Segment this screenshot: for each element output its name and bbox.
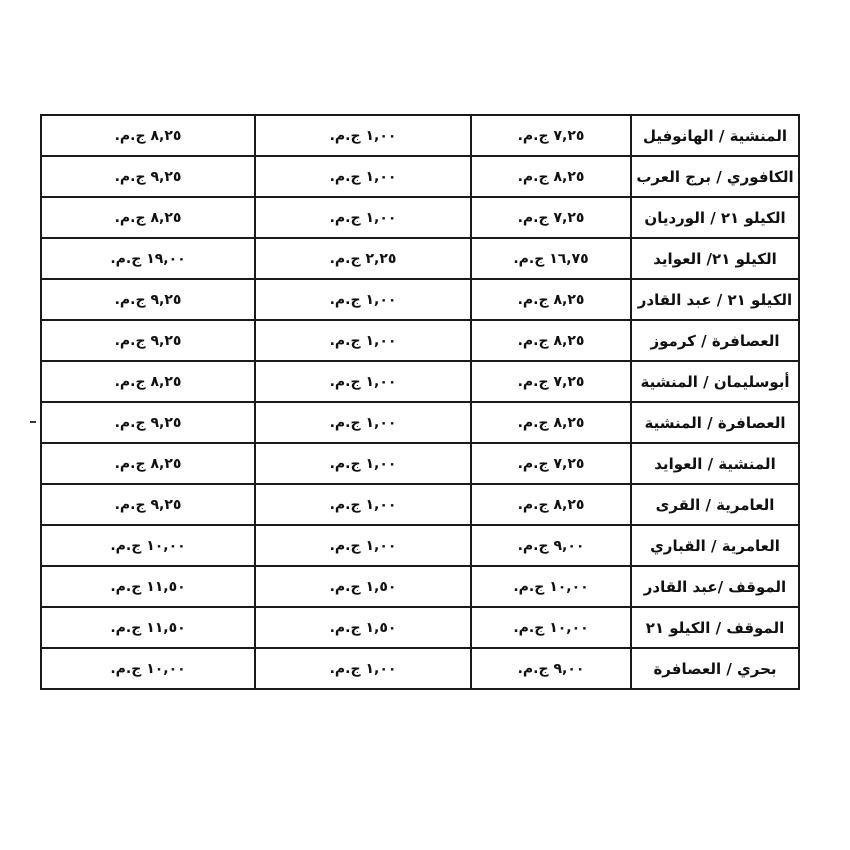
route-cell: أبوسليمان / المنشية (631, 361, 799, 402)
table-row (41, 197, 799, 238)
base-fare-cell: ٨,٢٥ ج.م. (471, 402, 631, 443)
total-fare-cell: ٨,٢٥ ج.م. (41, 197, 255, 238)
route-cell: بحري / العصافرة (631, 648, 799, 689)
fee-cell: ١,٠٠ ج.م. (255, 525, 471, 566)
table-row (41, 443, 799, 484)
base-fare-cell: ٧,٢٥ ج.م. (471, 197, 631, 238)
table-row (41, 361, 799, 402)
route-cell: الكيلو ٢١ / الورديان (631, 197, 799, 238)
table-row (41, 648, 799, 689)
total-fare-cell: ٨,٢٥ ج.م. (41, 115, 255, 156)
total-fare-cell: ٨,٢٥ ج.م. (41, 361, 255, 402)
scan-mark (30, 421, 36, 423)
route-cell: المنشية / العوايد (631, 443, 799, 484)
route-cell: الموقف / الكيلو ٢١ (631, 607, 799, 648)
table-row (41, 402, 799, 443)
fee-cell: ١,٠٠ ج.م. (255, 320, 471, 361)
route-cell: الموقف /عبد القادر (631, 566, 799, 607)
fee-cell: ١,٠٠ ج.م. (255, 115, 471, 156)
fee-cell: ١,٠٠ ج.م. (255, 484, 471, 525)
table-row (41, 115, 799, 156)
fee-cell: ١,٠٠ ج.م. (255, 279, 471, 320)
route-cell: العصافرة / المنشية (631, 402, 799, 443)
fee-cell: ١,٠٠ ج.م. (255, 156, 471, 197)
fare-table-body (41, 115, 799, 689)
total-fare-cell: ١٩,٠٠ ج.م. (41, 238, 255, 279)
base-fare-cell: ٨,٢٥ ج.م. (471, 320, 631, 361)
fee-cell: ١,٥٠ ج.م. (255, 607, 471, 648)
table-row (41, 156, 799, 197)
total-fare-cell: ٩,٢٥ ج.م. (41, 402, 255, 443)
fee-cell: ١,٠٠ ج.م. (255, 197, 471, 238)
base-fare-cell: ٧,٢٥ ج.م. (471, 443, 631, 484)
total-fare-cell: ١٠,٠٠ ج.م. (41, 525, 255, 566)
total-fare-cell: ٩,٢٥ ج.م. (41, 156, 255, 197)
table-row (41, 279, 799, 320)
total-fare-cell: ٨,٢٥ ج.م. (41, 443, 255, 484)
fee-cell: ٢,٢٥ ج.م. (255, 238, 471, 279)
table-row (41, 525, 799, 566)
base-fare-cell: ٩,٠٠ ج.م. (471, 525, 631, 566)
fare-table (40, 114, 800, 690)
table-row (41, 238, 799, 279)
total-fare-cell: ٩,٢٥ ج.م. (41, 320, 255, 361)
total-fare-cell: ١١,٥٠ ج.م. (41, 566, 255, 607)
fee-cell: ١,٠٠ ج.م. (255, 361, 471, 402)
route-cell: الكافوري / برج العرب (631, 156, 799, 197)
fee-cell: ١,٥٠ ج.م. (255, 566, 471, 607)
fee-cell: ١,٠٠ ج.م. (255, 648, 471, 689)
fee-cell: ١,٠٠ ج.م. (255, 402, 471, 443)
route-cell: العصافرة / كرموز (631, 320, 799, 361)
table-row (41, 566, 799, 607)
route-cell: الكيلو ٢١ / عبد القادر (631, 279, 799, 320)
base-fare-cell: ٨,٢٥ ج.م. (471, 279, 631, 320)
base-fare-cell: ١٠,٠٠ ج.م. (471, 607, 631, 648)
base-fare-cell: ٩,٠٠ ج.م. (471, 648, 631, 689)
base-fare-cell: ٨,٢٥ ج.م. (471, 484, 631, 525)
base-fare-cell: ٧,٢٥ ج.م. (471, 115, 631, 156)
route-cell: الكيلو ٢١/ العوايد (631, 238, 799, 279)
base-fare-cell: ١٠,٠٠ ج.م. (471, 566, 631, 607)
route-cell: العامرية / القرى (631, 484, 799, 525)
base-fare-cell: ١٦,٧٥ ج.م. (471, 238, 631, 279)
route-cell: المنشية / الهانوفيل (631, 115, 799, 156)
total-fare-cell: ١١,٥٠ ج.م. (41, 607, 255, 648)
route-cell: العامرية / القباري (631, 525, 799, 566)
table-row (41, 484, 799, 525)
total-fare-cell: ١٠,٠٠ ج.م. (41, 648, 255, 689)
table-row (41, 320, 799, 361)
base-fare-cell: ٨,٢٥ ج.م. (471, 156, 631, 197)
total-fare-cell: ٩,٢٥ ج.م. (41, 279, 255, 320)
fee-cell: ١,٠٠ ج.م. (255, 443, 471, 484)
table-row (41, 607, 799, 648)
total-fare-cell: ٩,٢٥ ج.م. (41, 484, 255, 525)
base-fare-cell: ٧,٢٥ ج.م. (471, 361, 631, 402)
